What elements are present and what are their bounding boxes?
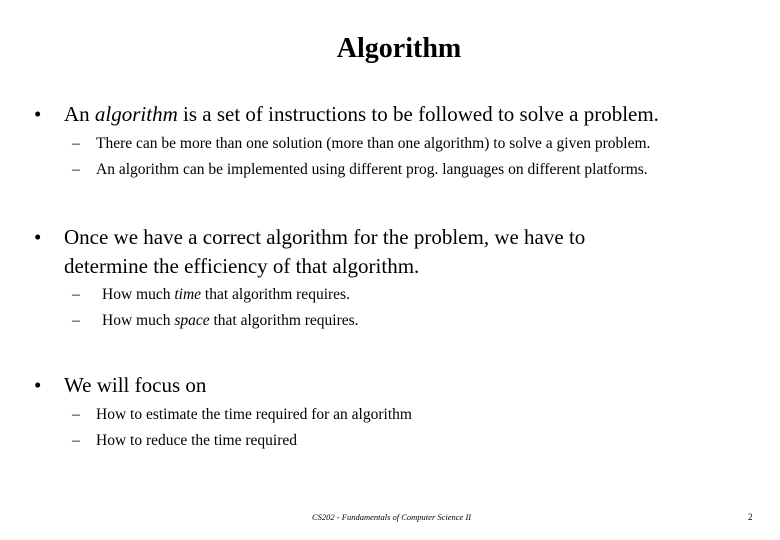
sub-bullet-text-pre: How much [102, 286, 175, 303]
sub-bullet [72, 160, 648, 180]
bullet-efficiency [34, 223, 754, 281]
sub-bullet [72, 134, 650, 154]
sub-bullet-text-post: that algorithm requires. [209, 312, 359, 329]
sub-bullet-marker: – [72, 312, 80, 329]
sub-bullet-text: How to estimate the time required for an algorithm [96, 406, 412, 423]
sub-bullet-text: An algorithm can be implemented using different prog. languages on different platforms. [96, 161, 648, 178]
bullet-marker: • [34, 225, 42, 249]
bullet-marker: • [34, 373, 42, 397]
bullet-text [64, 100, 754, 129]
bullet-marker: • [34, 102, 42, 126]
sub-bullet-marker: – [72, 406, 80, 423]
sub-bullet-emphasis: space [174, 312, 210, 329]
bullet-text: We will focus on [64, 373, 207, 397]
sub-bullet-marker: – [72, 286, 80, 303]
sub-bullet [72, 431, 297, 451]
sub-bullet-emphasis: time [174, 286, 202, 303]
sub-bullet-text-pre: How much [102, 312, 175, 329]
sub-bullet-marker: – [72, 161, 80, 178]
bullet-text-line1: Once we have a correct algorithm for the problem, we have to [64, 225, 586, 249]
sub-bullet [72, 405, 412, 425]
bullet-text-emphasis: algorithm [94, 102, 178, 126]
bullet-text-line2: determine the efficiency of that algorithm. [64, 254, 420, 278]
sub-bullet [72, 311, 359, 331]
sub-bullet-text-post: that algorithm requires. [201, 286, 350, 303]
bullet-algorithm-definition [34, 100, 754, 129]
sub-bullet-text: How to reduce the time required [96, 432, 297, 449]
bullet-focus [34, 371, 754, 400]
sub-bullet [72, 285, 350, 305]
sub-bullet-marker: – [72, 432, 80, 449]
bullet-text-pre: An [64, 102, 95, 126]
bullet-text-post: is a set of instructions to be followed to solve a problem. [177, 102, 659, 126]
sub-bullet-marker: – [72, 135, 80, 152]
slide-title: Algorithm [336, 33, 462, 64]
page-number: 2 [748, 512, 753, 522]
sub-bullet-text: There can be more than one solution (more than one algorithm) to solve a given problem. [96, 135, 651, 152]
slide-footer: CS202 - Fundamentals of Computer Science II [312, 512, 472, 522]
